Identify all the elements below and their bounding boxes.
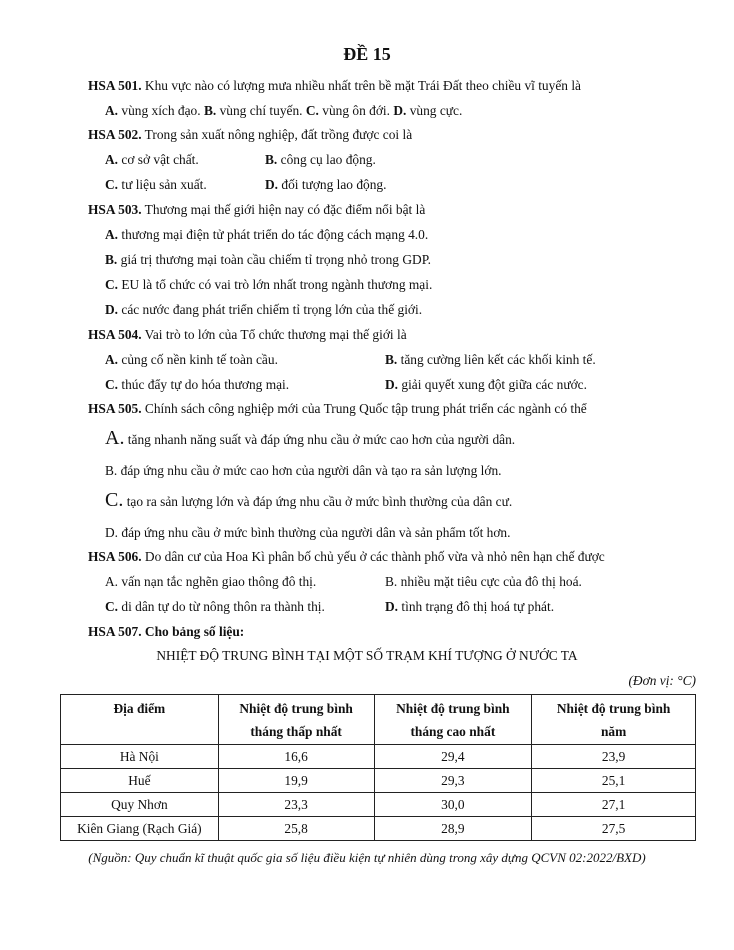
- table-row: [61, 793, 696, 817]
- question-501-options: [105, 102, 462, 120]
- table-header-row: [61, 695, 696, 745]
- option-text: đáp ứng nhu cầu ở mức cao hơn của người dân và tạo ra sản lượng lớn.: [117, 463, 502, 478]
- option-key: A.: [105, 574, 119, 589]
- option-text: vấn nạn tắc nghẽn giao thông đô thị.: [118, 574, 317, 589]
- question-502: [88, 126, 412, 144]
- option-key: C.: [105, 599, 119, 614]
- table-cell: 23,9: [532, 745, 696, 769]
- option-text: các nước đang phát triển chiếm tỉ trọng lớn của thế giới.: [118, 302, 423, 317]
- question-code: HSA 502.: [88, 127, 142, 142]
- question-stem: Chính sách công nghiệp mới của Trung Quốc tập trung phát triển các ngành có thể: [141, 401, 587, 416]
- option-key: C.: [105, 489, 124, 511]
- option-d: [105, 524, 510, 542]
- option-a: [105, 426, 515, 452]
- option-c: [105, 488, 512, 514]
- option-c: [105, 176, 207, 194]
- table-title: NHIỆT ĐỘ TRUNG BÌNH TẠI MỘT SỐ TRẠM KHÍ TƯỢNG Ở NƯỚC TA: [156, 648, 578, 663]
- option-key: D.: [393, 103, 407, 118]
- question-code: HSA 501.: [88, 78, 142, 93]
- option-key: A.: [105, 152, 119, 167]
- option-b: [385, 351, 596, 369]
- option-c: [105, 598, 325, 616]
- option-text: củng cố nền kinh tế toàn cầu.: [118, 352, 278, 367]
- table-row: [61, 769, 696, 793]
- question-code: HSA 505.: [88, 401, 142, 416]
- option-a: [105, 226, 428, 244]
- option-b: [385, 573, 582, 591]
- option-key: C.: [105, 377, 119, 392]
- question-code: HSA 507. Cho bảng số liệu:: [88, 624, 245, 639]
- question-506: [88, 548, 605, 566]
- table-source: (Nguồn: Quy chuẩn kĩ thuật quốc gia số liệu điều kiện tự nhiên dùng trong xây dựng QCVN 02:2022/BXD): [88, 850, 646, 865]
- option-text: tạo ra sản lượng lớn và đáp ứng nhu cầu ở mức bình thường của dân cư.: [123, 494, 513, 509]
- option-text: giải quyết xung đột giữa các nước.: [398, 377, 587, 392]
- option-text: tăng nhanh năng suất và đáp ứng nhu cầu ở mức cao hơn của người dân.: [124, 432, 516, 447]
- header-location: Địa điểm: [61, 695, 219, 745]
- header-annual: Nhiệt độ trung bình năm: [532, 695, 696, 745]
- option-key: A.: [105, 103, 119, 118]
- option-text: tư liệu sản xuất.: [118, 177, 207, 192]
- option-text: vùng chí tuyến.: [216, 103, 306, 118]
- question-stem: Vai trò to lớn của Tổ chức thương mại thế giới là: [141, 327, 407, 342]
- option-text: cơ sở vật chất.: [118, 152, 199, 167]
- table-cell: Hà Nội: [61, 745, 219, 769]
- table-cell: 27,5: [532, 817, 696, 841]
- option-text: giá trị thương mại toàn cầu chiếm tỉ trọng nhỏ trong GDP.: [117, 252, 431, 267]
- option-key: C.: [105, 177, 119, 192]
- table-cell: 25,1: [532, 769, 696, 793]
- option-key: A.: [105, 427, 125, 449]
- question-stem: Trong sản xuất nông nghiệp, đất trồng được coi là: [141, 127, 413, 142]
- option-d: [385, 376, 587, 394]
- option-key: D.: [385, 377, 399, 392]
- option-text: thúc đẩy tự do hóa thương mại.: [118, 377, 290, 392]
- option-d: [385, 598, 554, 616]
- table-cell: Huế: [61, 769, 219, 793]
- question-503: [88, 201, 425, 219]
- option-d: [105, 301, 422, 319]
- table-cell: Kiên Giang (Rạch Giá): [61, 817, 219, 841]
- question-504: [88, 326, 407, 344]
- option-key: D.: [265, 177, 279, 192]
- table-cell: Quy Nhơn: [61, 793, 219, 817]
- question-code: HSA 504.: [88, 327, 142, 342]
- option-d: [265, 176, 386, 194]
- table-cell: 30,0: [374, 793, 532, 817]
- option-text: EU là tổ chức có vai trò lớn nhất trong ngành thương mại.: [118, 277, 433, 292]
- option-text: đáp ứng nhu cầu ở mức bình thường của người dân và sản phẩm tốt hơn.: [118, 525, 511, 540]
- table-cell: 28,9: [374, 817, 532, 841]
- option-b: [105, 462, 502, 480]
- option-text: vùng ôn đới.: [318, 103, 394, 118]
- option-text: công cụ lao động.: [277, 152, 376, 167]
- option-key: D.: [105, 302, 119, 317]
- table-unit: (Đơn vị: °C): [628, 673, 696, 688]
- option-a: [105, 573, 316, 591]
- option-key: C.: [105, 277, 119, 292]
- option-a: [105, 151, 199, 169]
- option-text: vùng xích đạo.: [118, 103, 204, 118]
- table-row: [61, 817, 696, 841]
- option-text: nhiều mặt tiêu cực của đô thị hoá.: [397, 574, 582, 589]
- table-cell: 19,9: [218, 769, 374, 793]
- option-key: B.: [385, 574, 398, 589]
- option-b: [265, 151, 376, 169]
- table-cell: 23,3: [218, 793, 374, 817]
- question-stem: Do dân cư của Hoa Kì phân bố chủ yếu ở các thành phố vừa và nhỏ nên hạn chế được: [141, 549, 605, 564]
- option-text: tình trạng đô thị hoá tự phát.: [398, 599, 555, 614]
- question-stem: Thương mại thế giới hiện nay có đặc điểm nổi bật là: [141, 202, 426, 217]
- question-501: [88, 77, 581, 95]
- option-key: B.: [385, 352, 398, 367]
- option-key: B.: [265, 152, 278, 167]
- table-row: [61, 745, 696, 769]
- table-cell: 29,4: [374, 745, 532, 769]
- table-cell: 16,6: [218, 745, 374, 769]
- option-key: A.: [105, 227, 119, 242]
- option-text: vùng cực.: [406, 103, 463, 118]
- question-code: HSA 503.: [88, 202, 142, 217]
- table-cell: 27,1: [532, 793, 696, 817]
- option-text: di dân tự do từ nông thôn ra thành thị.: [118, 599, 325, 614]
- header-min-month: Nhiệt độ trung bình tháng thấp nhất: [218, 695, 374, 745]
- question-505: [88, 400, 587, 418]
- option-c: [105, 276, 432, 294]
- option-key: A.: [105, 352, 119, 367]
- table-cell: 25,8: [218, 817, 374, 841]
- header-max-month: Nhiệt độ trung bình tháng cao nhất: [374, 695, 532, 745]
- option-text: đối tượng lao động.: [278, 177, 387, 192]
- option-key: C.: [305, 103, 319, 118]
- option-c: [105, 376, 289, 394]
- question-507: [88, 623, 244, 641]
- option-key: B.: [105, 463, 118, 478]
- question-stem: Khu vực nào có lượng mưa nhiều nhất trên bề mặt Trái Đất theo chiều vĩ tuyến là: [141, 78, 581, 93]
- option-key: B.: [105, 252, 118, 267]
- option-a: [105, 351, 278, 369]
- option-text: thương mại điện tử phát triển do tác động cách mạng 4.0.: [118, 227, 429, 242]
- option-key: B.: [203, 103, 217, 118]
- option-b: [105, 251, 431, 269]
- option-key: D.: [385, 599, 399, 614]
- table-cell: 29,3: [374, 769, 532, 793]
- exam-title: ĐỀ 15: [343, 44, 391, 64]
- option-text: tăng cường liên kết các khối kinh tế.: [397, 352, 596, 367]
- temperature-table: [60, 694, 696, 841]
- option-key: D.: [105, 525, 119, 540]
- question-code: HSA 506.: [88, 549, 142, 564]
